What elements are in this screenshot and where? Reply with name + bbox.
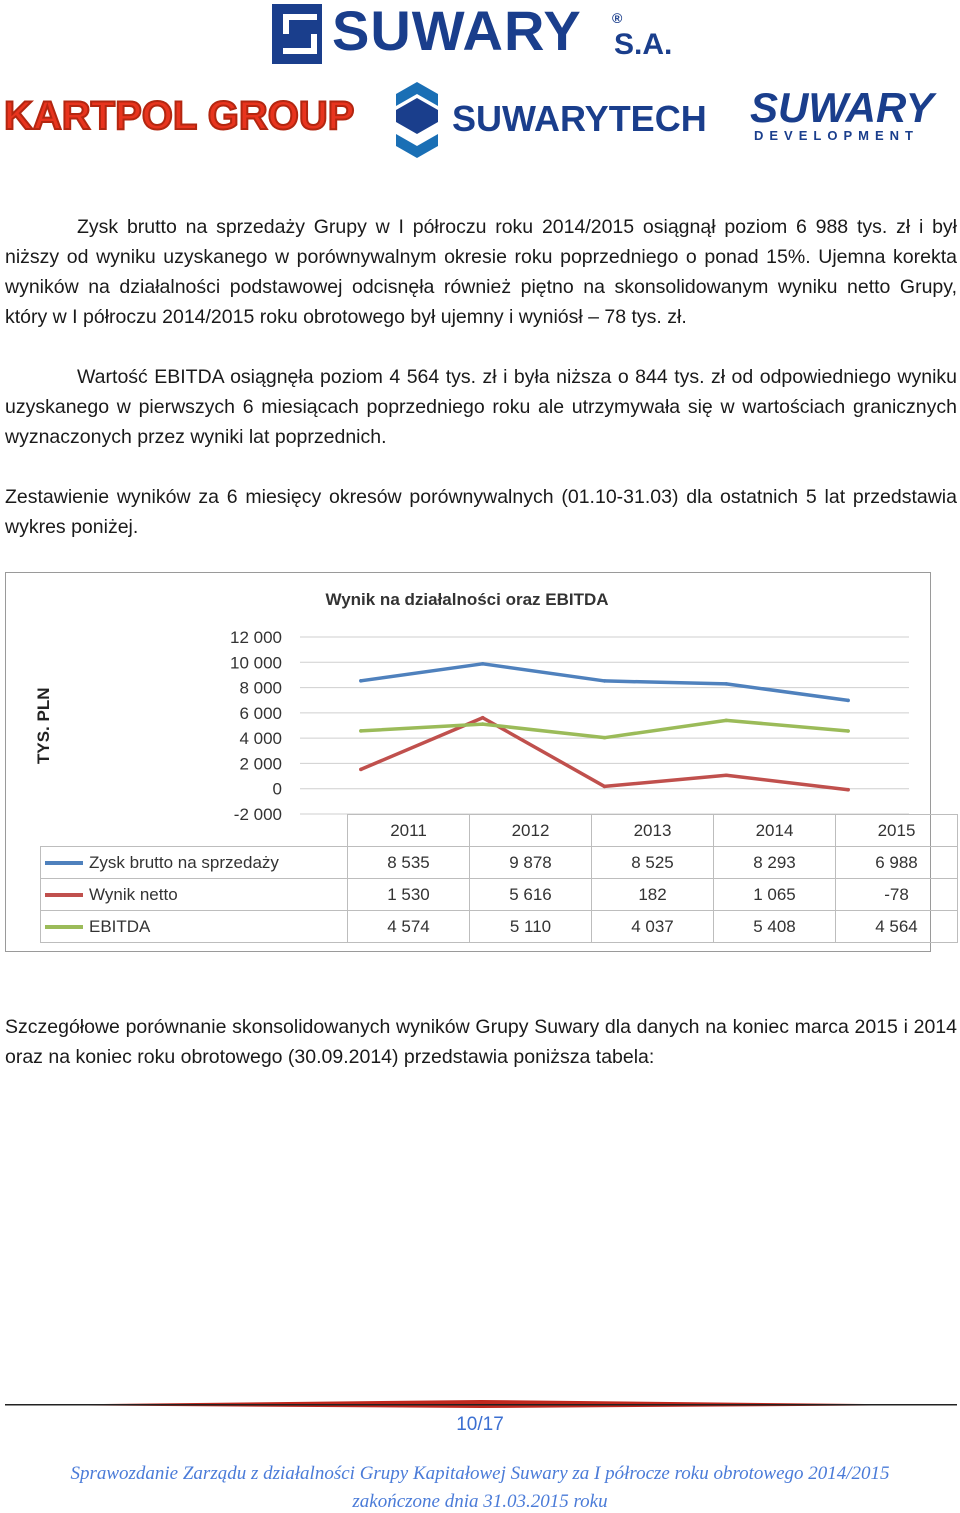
table-corner — [41, 815, 348, 847]
data-label: 8 293 — [714, 847, 836, 879]
data-point — [725, 719, 729, 723]
legend-label: EBITDA — [89, 916, 151, 936]
y-tick-label: 10 000 — [230, 653, 282, 673]
data-point — [603, 736, 607, 740]
data-point — [359, 679, 363, 683]
x-tick-label: 2011 — [348, 815, 470, 847]
data-label: 5 616 — [470, 879, 592, 911]
legend-key — [45, 861, 83, 865]
data-point — [846, 729, 850, 733]
table-row — [41, 847, 958, 879]
data-point — [846, 699, 850, 703]
data-label: 5 110 — [470, 911, 592, 943]
data-point — [481, 722, 485, 726]
paragraph-2-text: Wartość EBITDA osiągnęła poziom 4 564 tys. zł i była niższa o 844 tys. zł od odpowiedniego wyniku uzyskanego w pierwszych 6 miesiącach poprzedniego roku ale utrzymywała się w wartościach granicznych wyznaczonych przez wyniki lat poprzednich. — [5, 366, 957, 448]
development-logo-sub: DEVELOPMENT — [754, 128, 919, 143]
chart-title: Wynik na działalności oraz EBITDA — [325, 590, 609, 609]
legend-key — [45, 893, 83, 897]
registered-mark: ® — [612, 10, 623, 26]
data-point — [725, 682, 729, 686]
suwary-logo-suffix: S.A. — [614, 28, 673, 61]
data-label: 1 530 — [348, 879, 470, 911]
kartpol-group-logo: KARTPOL GROUP — [4, 94, 355, 138]
y-tick-label: 0 — [272, 779, 282, 799]
paragraph-chart-intro: Zestawienie wyników za 6 miesięcy okresów porównywalnych (01.10-31.03) dla ostatnich 5 lat przedstawia wykres poniżej. — [5, 486, 957, 538]
paragraph-table-intro: Szczegółowe porównanie skonsolidowanych wyników Grupy Suwary dla danych na koniec marca 2015 i 2014 oraz na koniec roku obrotowego (30.09.2014) przedstawia poniższa tabela: — [5, 1016, 957, 1068]
y-tick-label: 4 000 — [239, 729, 282, 749]
data-label: 4 564 — [836, 911, 958, 943]
data-label: 8 535 — [348, 847, 470, 879]
footer-divider — [5, 1400, 957, 1408]
legend-entry — [41, 911, 348, 943]
data-label: 8 525 — [592, 847, 714, 879]
paragraph-1-text: Zysk brutto na sprzedaży Grupy w I półroczu roku 2014/2015 osiągnął poziom 6 988 tys. zł i był niższy od wyniku uzyskanego w porównywalnym okresie roku poprzedniego o ponad 15%. Ujemna korekta wyników na działalności podstawowej odcisnęła również piętno na skonsolidowanym wyniku netto Grupy, który w I półroczu 2014/2015 roku obrotowego był ujemny i wyniósł – 78 tys. zł. — [5, 216, 957, 328]
legend-entry — [41, 847, 348, 879]
x-tick-label: 2012 — [470, 815, 592, 847]
x-tick-label: 2015 — [836, 815, 958, 847]
y-axis-title: TYS. PLN — [34, 687, 53, 764]
y-tick-label: 12 000 — [230, 628, 282, 647]
series-line — [361, 720, 848, 737]
suwarytech-part2: TECH — [608, 98, 707, 139]
data-point — [359, 729, 363, 733]
data-point — [603, 679, 607, 683]
chart-data-table — [40, 814, 958, 943]
legend-label: Zysk brutto na sprzedaży — [89, 852, 279, 872]
data-label: -78 — [836, 879, 958, 911]
development-logo-word: SUWARY — [750, 84, 934, 131]
footer-line-1: Sprawozdanie Zarządu z działalności Grupy Kapitałowej Suwary za I półrocze roku obrotowego 2014/2015 — [70, 1463, 890, 1484]
data-label: 6 988 — [836, 847, 958, 879]
y-tick-label: 8 000 — [239, 678, 282, 698]
page-number: 10/17 — [456, 1414, 504, 1435]
data-label: 1 065 — [714, 879, 836, 911]
y-tick-label: 6 000 — [239, 703, 282, 723]
data-label: 9 878 — [470, 847, 592, 879]
data-label: 4 574 — [348, 911, 470, 943]
data-label: 182 — [592, 879, 714, 911]
data-label: 4 037 — [592, 911, 714, 943]
legend-key — [45, 925, 83, 929]
table-row — [41, 911, 958, 943]
footer-line-2: zakończone dnia 31.03.2015 roku — [352, 1491, 608, 1512]
data-point — [846, 788, 850, 792]
data-label: 5 408 — [714, 911, 836, 943]
table-header-row — [41, 815, 958, 847]
legend-entry — [41, 879, 348, 911]
data-point — [359, 768, 363, 772]
x-tick-label: 2014 — [714, 815, 836, 847]
y-tick-label: -2 000 — [233, 805, 282, 824]
legend-label: Wynik netto — [89, 884, 178, 904]
table-row — [41, 879, 958, 911]
data-point — [481, 716, 485, 720]
data-point — [603, 785, 607, 789]
data-point — [725, 773, 729, 777]
suwarytech-part1: SUWARY — [452, 98, 609, 139]
data-point — [481, 662, 485, 666]
y-tick-label: 2 000 — [239, 754, 282, 774]
suwary-logo-word: SUWARY — [332, 0, 582, 62]
x-tick-label: 2013 — [592, 815, 714, 847]
